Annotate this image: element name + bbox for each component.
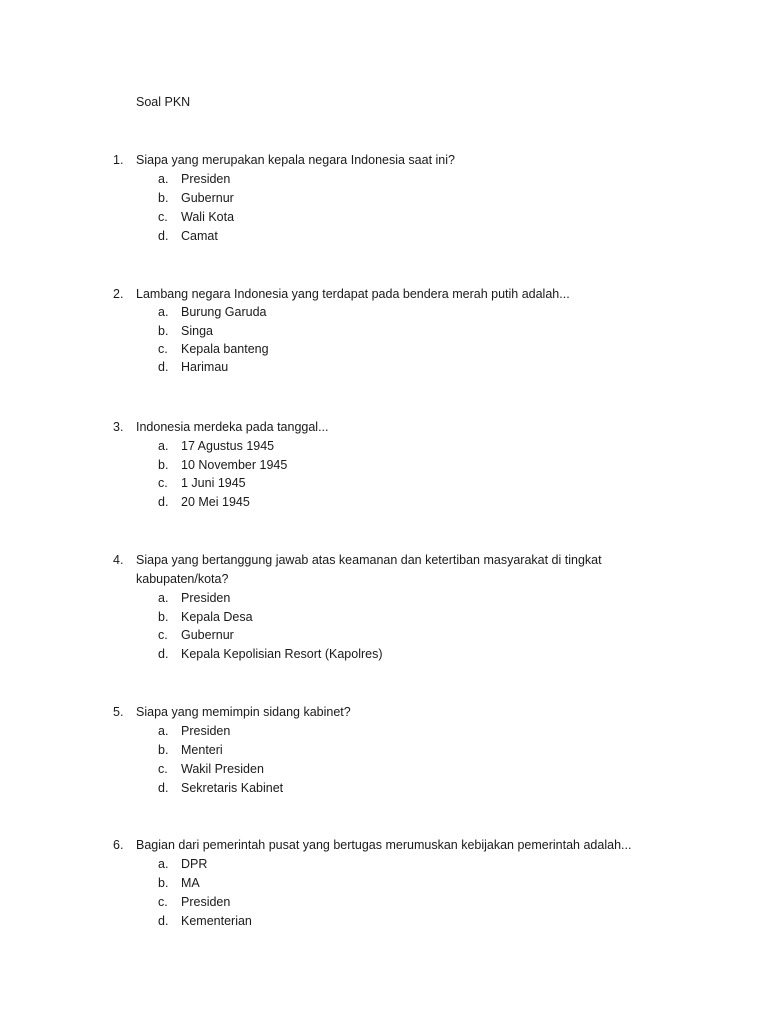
- choice-letter: a.: [158, 591, 169, 605]
- choice-item: [0, 190, 768, 209]
- choice-letter: d.: [158, 914, 169, 928]
- choice-text: Camat: [181, 229, 218, 243]
- choice-item: [0, 609, 768, 628]
- choice-letter: d.: [158, 495, 169, 509]
- choice-text: Kepala Kepolisian Resort (Kapolres): [181, 647, 383, 661]
- choice-text: Kementerian: [181, 914, 252, 928]
- choice-letter: c.: [158, 762, 168, 776]
- choice-text: Presiden: [181, 172, 231, 186]
- choice-letter: c.: [158, 895, 168, 909]
- choice-item: [0, 894, 768, 913]
- choice-letter: d.: [158, 781, 169, 795]
- question-text: Siapa yang bertanggung jawab atas keamanan dan ketertiban masyarakat di tingkat kabupaten/kota?: [136, 552, 602, 586]
- choice-item: [0, 913, 768, 932]
- choice-letter: b.: [158, 324, 169, 338]
- document-title: Soal PKN: [136, 95, 191, 109]
- choice-text: Presiden: [181, 895, 231, 909]
- choice-item: [0, 304, 768, 323]
- choice-letter: b.: [158, 191, 169, 205]
- choice-item: [0, 228, 768, 247]
- choice-text: Singa: [181, 324, 213, 338]
- choice-text: Presiden: [181, 724, 231, 738]
- choice-item: [0, 171, 768, 190]
- choice-text: 20 Mei 1945: [181, 495, 250, 509]
- choice-letter: c.: [158, 342, 168, 356]
- choice-item: [0, 494, 768, 513]
- choice-letter: b.: [158, 876, 169, 890]
- choice-letter: d.: [158, 229, 169, 243]
- choice-letter: b.: [158, 610, 169, 624]
- choice-text: Wakil Presiden: [181, 762, 264, 776]
- choice-text: DPR: [181, 857, 208, 871]
- choice-item: [0, 323, 768, 342]
- question-text: Bagian dari pemerintah pusat yang bertugas merumuskan kebijakan pemerintah adalah...: [136, 837, 632, 852]
- choice-text: Sekretaris Kabinet: [181, 781, 284, 795]
- choice-letter: a.: [158, 439, 169, 453]
- question-number: 4.: [113, 553, 124, 567]
- choice-letter: a.: [158, 857, 169, 871]
- choice-item: [0, 875, 768, 894]
- choice-letter: d.: [158, 360, 169, 374]
- question-number: 5.: [113, 705, 124, 719]
- choice-text: Burung Garuda: [181, 305, 267, 319]
- choice-item: [0, 646, 768, 665]
- choice-text: Presiden: [181, 591, 231, 605]
- question-number: 3.: [113, 420, 124, 434]
- question-text: Lambang negara Indonesia yang terdapat pada bendera merah putih adalah...: [136, 286, 570, 301]
- choice-letter: a.: [158, 305, 169, 319]
- choice-item: [0, 457, 768, 476]
- choice-item: [0, 780, 768, 799]
- choice-letter: d.: [158, 647, 169, 661]
- choice-letter: a.: [158, 172, 169, 186]
- choice-letter: a.: [158, 724, 169, 738]
- choice-item: [0, 856, 768, 875]
- choice-text: Wali Kota: [181, 210, 235, 224]
- choice-item: [0, 438, 768, 457]
- choice-item: [0, 742, 768, 761]
- question-text: Indonesia merdeka pada tanggal...: [136, 419, 329, 434]
- question-text: Siapa yang memimpin sidang kabinet?: [136, 704, 351, 719]
- choice-item: [0, 209, 768, 228]
- question-number: 2.: [113, 287, 124, 301]
- choice-text: Menteri: [181, 743, 223, 757]
- choice-letter: b.: [158, 458, 169, 472]
- choice-text: Kepala Desa: [181, 610, 253, 624]
- choice-letter: c.: [158, 476, 168, 490]
- choice-letter: c.: [158, 210, 168, 224]
- choice-item: [0, 359, 768, 378]
- question-number: 6.: [113, 838, 124, 852]
- choice-text: 1 Juni 1945: [181, 476, 246, 490]
- choice-item: [0, 627, 768, 646]
- choice-text: Kepala banteng: [181, 342, 269, 356]
- choice-letter: b.: [158, 743, 169, 757]
- choice-item: [0, 723, 768, 742]
- choice-text: Gubernur: [181, 628, 234, 642]
- choice-item: [0, 590, 768, 609]
- choice-item: [0, 475, 768, 494]
- question-number: 1.: [113, 153, 124, 167]
- choice-text: 10 November 1945: [181, 458, 288, 472]
- choice-text: Harimau: [181, 360, 229, 374]
- question-text: Siapa yang merupakan kepala negara Indonesia saat ini?: [136, 152, 455, 167]
- choice-text: Gubernur: [181, 191, 234, 205]
- choice-letter: c.: [158, 628, 168, 642]
- choice-item: [0, 761, 768, 780]
- choice-text: MA: [181, 876, 200, 890]
- choice-text: 17 Agustus 1945: [181, 439, 275, 453]
- choice-item: [0, 341, 768, 360]
